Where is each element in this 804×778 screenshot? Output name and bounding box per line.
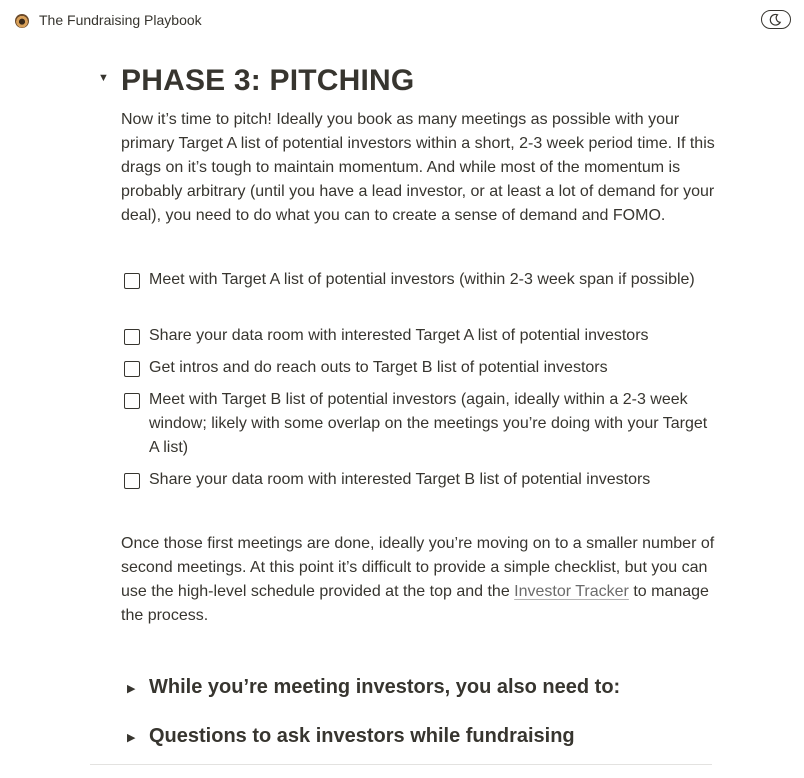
subtoggle-questions[interactable]: Questions to ask investors while fundraising: [149, 725, 575, 747]
todo-text: Share your data room with interested Target A list of potential investors: [149, 327, 649, 344]
site-title[interactable]: The Fundraising Playbook: [39, 12, 202, 28]
todo-text: Meet with Target B list of potential investors (again, ideally within a 2-3 week window; likely with some overlap on the meetings you’re doing with your Target A list): [149, 391, 708, 456]
todo-checkbox[interactable]: [124, 473, 140, 489]
todo-checkbox[interactable]: [124, 273, 140, 289]
todo-text: Get intros and do reach outs to Target B list of potential investors: [149, 359, 608, 376]
top-bar: [0, 0, 804, 42]
triangle-right-icon[interactable]: ▶: [127, 683, 136, 695]
intro-paragraph: Now it’s time to pitch! Ideally you book as many meetings as possible with your primary Target A list of potential investors within a short, 2-3 week period time. If this drags on it’s tough to maintain momentum. And while most of the momentum is probably arbitrary (until you have a lead investor, or at least a lot of demand for your deal), you need to do what you can to create a sense of demand and FOMO.: [121, 111, 715, 224]
outro-paragraph: [121, 532, 721, 628]
triangle-right-icon[interactable]: ▶: [127, 732, 136, 744]
outro-text-end: to manage the process.: [121, 583, 709, 624]
outro-text: Once those first meetings are done, ideally you’re moving on to a smaller number of second meetings. At this point it’s difficult to provide a simple checklist, but you can use the high-level schedule provided at the top and the: [121, 535, 715, 600]
subtoggle-meeting-investors[interactable]: While you’re meeting investors, you also need to:: [149, 676, 621, 698]
investor-tracker-link[interactable]: Investor Tracker: [514, 583, 629, 600]
section-heading: PHASE 3: PITCHING: [121, 64, 415, 97]
divider: [90, 764, 712, 765]
todo-text: Meet with Target A list of potential investors (within 2-3 week span if possible): [149, 271, 695, 288]
triangle-down-icon[interactable]: ▼: [98, 72, 109, 84]
moon-icon: [768, 13, 782, 27]
theme-toggle-button[interactable]: [761, 10, 791, 29]
todo-checkbox[interactable]: [124, 361, 140, 377]
circular-logo-icon[interactable]: [15, 14, 29, 28]
todo-checkbox[interactable]: [124, 329, 140, 345]
todo-text: Share your data room with interested Target B list of potential investors: [149, 471, 651, 488]
todo-checkbox[interactable]: [124, 393, 140, 409]
